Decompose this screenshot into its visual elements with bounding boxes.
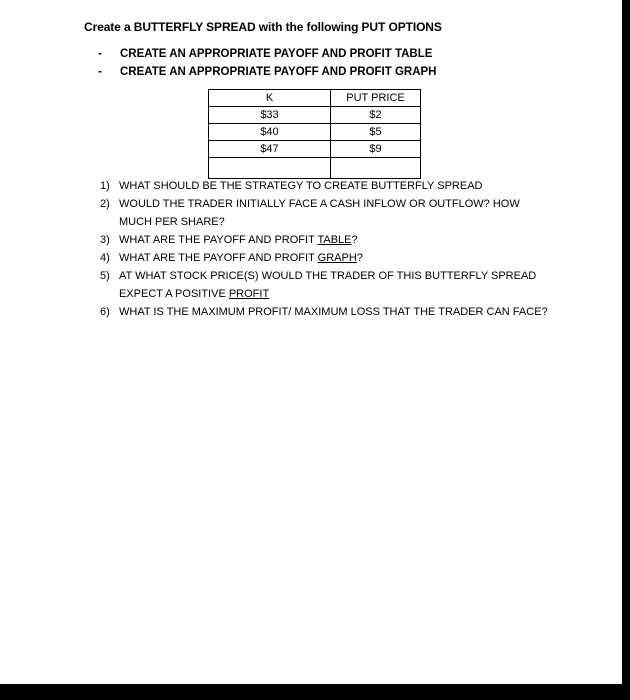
question-number: 6)	[100, 306, 110, 318]
table-row	[209, 124, 421, 141]
question-item	[100, 267, 550, 303]
underlined-word: GRAPH	[317, 252, 357, 264]
question-item	[100, 249, 550, 267]
question-text: WOULD THE TRADER INITIALLY FACE A CASH INFLOW OR OUTFLOW? HOW MUCH PER SHARE?	[119, 198, 520, 228]
page-title: Create a BUTTERFLY SPREAD with the following PUT OPTIONS	[84, 20, 442, 34]
question-number: 1)	[100, 180, 110, 192]
cell-empty	[209, 158, 331, 179]
bullet-dash: -	[98, 48, 102, 60]
task-item-table	[98, 45, 436, 63]
table-row	[209, 141, 421, 158]
cell-put-price: $9	[331, 141, 421, 158]
cell-strike: $33	[209, 107, 331, 124]
question-number: 3)	[100, 234, 110, 246]
table-row-empty	[209, 158, 421, 179]
task-list	[98, 45, 436, 81]
task-text: CREATE AN APPROPRIATE PAYOFF AND PROFIT GRAPH	[120, 66, 437, 78]
cell-put-price: $5	[331, 124, 421, 141]
table-header-row	[209, 90, 421, 107]
column-header-strike: K	[209, 90, 331, 107]
question-item	[100, 303, 550, 321]
question-list	[100, 177, 550, 321]
put-options-table	[208, 89, 421, 179]
question-suffix: ?	[356, 252, 363, 264]
task-item-graph	[98, 63, 436, 81]
question-number: 4)	[100, 252, 110, 264]
cell-empty	[331, 158, 421, 179]
question-text: WHAT IS THE MAXIMUM PROFIT/ MAXIMUM LOSS THAT THE TRADER CAN FACE?	[119, 306, 548, 318]
question-text: WHAT SHOULD BE THE STRATEGY TO CREATE BUTTERFLY SPREAD	[119, 180, 483, 192]
cell-strike: $40	[209, 124, 331, 141]
question-text: AT WHAT STOCK PRICE(S) WOULD THE TRADER OF THIS BUTTERFLY SPREAD EXPECT A POSITIVE	[119, 270, 537, 300]
question-suffix: ?	[351, 234, 358, 246]
underlined-word: PROFIT	[228, 288, 270, 300]
task-text: CREATE AN APPROPRIATE PAYOFF AND PROFIT TABLE	[120, 48, 433, 60]
underlined-word: TABLE	[317, 234, 352, 246]
question-number: 2)	[100, 198, 110, 210]
question-text: WHAT ARE THE PAYOFF AND PROFIT	[119, 234, 318, 246]
question-text: WHAT ARE THE PAYOFF AND PROFIT	[119, 252, 318, 264]
bullet-dash: -	[98, 66, 102, 78]
question-item	[100, 177, 550, 195]
cell-put-price: $2	[331, 107, 421, 124]
question-number: 5)	[100, 270, 110, 282]
cell-strike: $47	[209, 141, 331, 158]
column-header-put-price: PUT PRICE	[331, 90, 421, 107]
question-item	[100, 195, 550, 231]
question-item	[100, 231, 550, 249]
table-row	[209, 107, 421, 124]
